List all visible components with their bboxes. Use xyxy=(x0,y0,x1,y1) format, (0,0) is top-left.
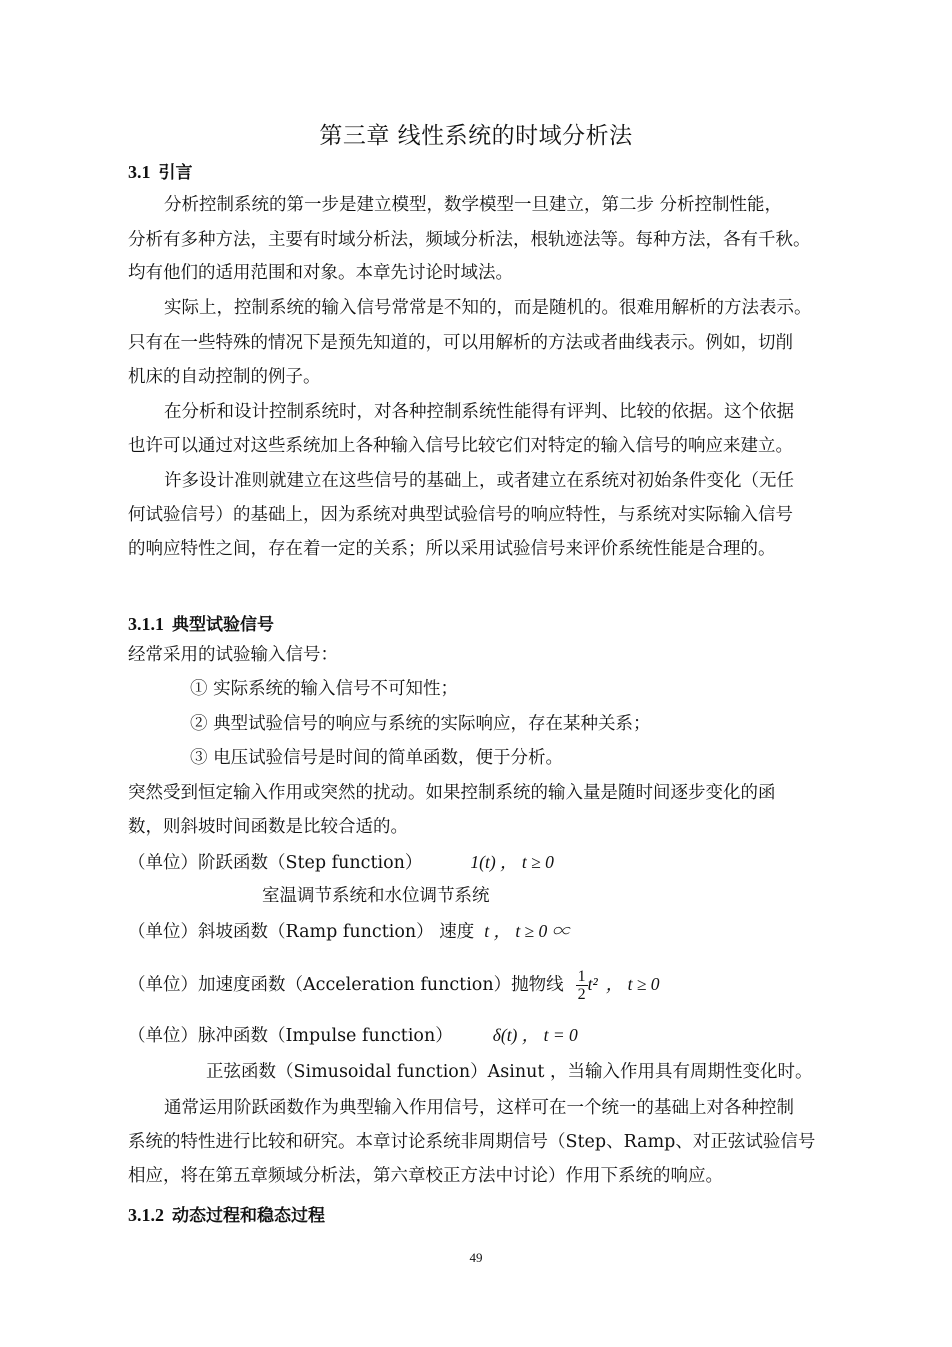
ramp-function-line xyxy=(128,921,828,942)
ramp-function-label: （单位）斜坡函数（Ramp function） 速度 xyxy=(128,922,475,942)
acceleration-function-line xyxy=(128,964,828,1005)
paragraph-line: 许多设计准则就建立在这些信号的基础上，或者建立在系统对初始条件变化（无任 xyxy=(164,471,794,491)
section-title: 引言 xyxy=(158,163,193,183)
section-number: 3.1.1 xyxy=(128,614,164,634)
section-number: 3.1.2 xyxy=(128,1205,164,1225)
section-title: 典型试验信号 xyxy=(172,615,274,635)
ramp-function-formula: t ， t ≥ 0 ∝ xyxy=(484,921,570,941)
section-title: 动态过程和稳态过程 xyxy=(172,1206,325,1226)
section-number: 3.1 xyxy=(128,162,151,182)
paragraph-line: 也许可以通过对这些系统加上各种输入信号比较它们对特定的输入信号的响应来建立。 xyxy=(128,436,793,456)
page-number: 49 xyxy=(469,1250,483,1265)
impulse-function-formula: δ(t) ， t = 0 xyxy=(492,1025,578,1045)
acceleration-term: t² xyxy=(587,974,598,994)
paragraph-line: 只有在一些特殊的情况下是预先知道的，可以用解析的方法或者曲线表示。例如，切削 xyxy=(128,333,793,353)
step-function-label: （单位）阶跃函数（Step function） xyxy=(128,853,423,873)
section-heading-3-1-1 xyxy=(128,610,274,635)
acceleration-function-label: （单位）加速度函数（Acceleration function）抛物线 xyxy=(128,975,564,995)
paragraph-line: 通常运用阶跃函数作为典型输入作用信号，这样可在一个统一的基础上对各种控制 xyxy=(164,1098,794,1118)
sine-function-line: 正弦函数（Simusoidal function）Asinut ，当输入作用具有周期性变化时。 xyxy=(206,1062,813,1082)
paragraph-line: 何试验信号）的基础上，因为系统对典型试验信号的响应特性，与系统对实际输入信号 xyxy=(128,505,793,525)
step-function-line xyxy=(128,852,828,873)
paragraph-line: 分析控制系统的第一步是建立模型，数学模型一旦建立，第二步 分析控制性能， xyxy=(164,195,783,215)
fraction-one-half xyxy=(576,968,588,1003)
list-item: ① 实际系统的输入信号不可知性； xyxy=(190,679,459,699)
paragraph-line: 数，则斜坡时间函数是比较合适的。 xyxy=(128,817,408,837)
paragraph-line: 分析有多种方法，主要有时域分析法，频域分析法，根轨迹法等。每种方法，各有千秋。 xyxy=(128,230,811,250)
paragraph-line: 的响应特性之间，存在着一定的关系；所以采用试验信号来评价系统性能是合理的。 xyxy=(128,539,776,559)
paragraph-line: 均有他们的适用范围和对象。本章先讨论时域法。 xyxy=(128,263,513,283)
paragraph-line: 在分析和设计控制系统时，对各种控制系统性能得有评判、比较的依据。这个依据 xyxy=(164,402,794,422)
list-item: ③ 电压试验信号是时间的简单函数，便于分析。 xyxy=(190,748,564,768)
acceleration-condition: ， t ≥ 0 xyxy=(605,974,660,994)
paragraph-line: 相应，将在第五章频域分析法，第六章校正方法中讨论）作用下系统的响应。 xyxy=(128,1166,723,1186)
section-heading-3-1-2 xyxy=(128,1201,325,1226)
fraction-numerator: 1 xyxy=(577,968,586,985)
fraction-denominator: 2 xyxy=(577,986,586,1003)
paragraph-line: 经常采用的试验输入信号： xyxy=(128,645,338,665)
chapter-title: 第三章 线性系统的时域分析法 xyxy=(319,123,633,149)
paragraph-line: 实际上，控制系统的输入信号常常是不知的，而是随机的。很难用解析的方法表示。 xyxy=(164,298,812,318)
paragraph-line: 机床的自动控制的例子。 xyxy=(128,367,321,387)
step-function-note: 室温调节系统和水位调节系统 xyxy=(262,886,490,906)
impulse-function-label: （单位）脉冲函数（Impulse function） xyxy=(128,1026,453,1046)
paragraph-line: 系统的特性进行比较和研究。本章讨论系统非周期信号（Step、Ramp、对正弦试验信号 xyxy=(128,1132,816,1152)
step-function-formula: 1(t) ， t ≥ 0 xyxy=(470,852,554,872)
list-item: ② 典型试验信号的响应与系统的实际响应，存在某种关系； xyxy=(190,714,651,734)
paragraph-line: 突然受到恒定输入作用或突然的扰动。如果控制系统的输入量是随时间逐步变化的函 xyxy=(128,783,776,803)
impulse-function-line xyxy=(128,1025,828,1046)
section-heading-3-1 xyxy=(128,158,193,183)
